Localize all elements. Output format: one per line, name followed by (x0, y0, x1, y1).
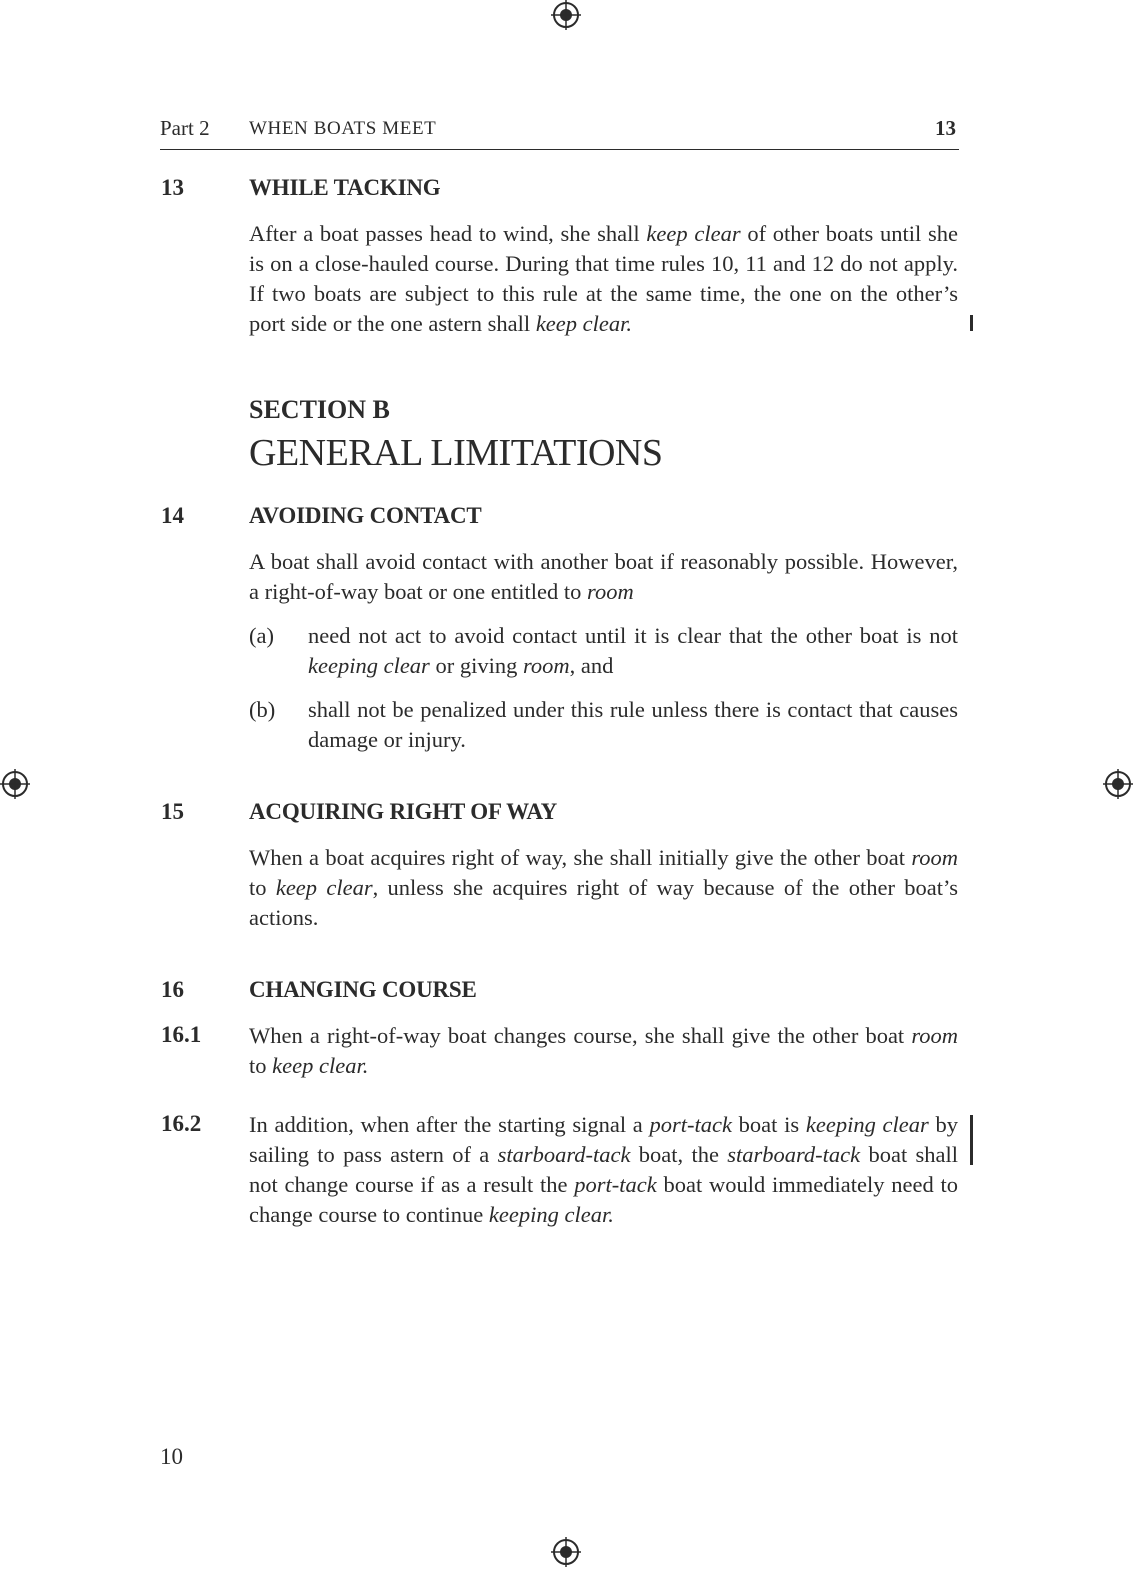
rule-13-number: 13 (161, 175, 184, 200)
rule-13-text: After a boat passes head to wind, she shall keep clear of other boats until she is on a close-hauled course. During that time rules 10, 11 and 12 do not apply. If two boats are subject to this rule at the same time, the one on the other’s port side or the one astern shall keep clear. (249, 221, 958, 336)
registration-mark-icon (0, 769, 30, 799)
rule-15-title: ACQUIRING RIGHT OF WAY (249, 799, 558, 824)
rule-16-2-text: In addition, when after the starting signal a port-tack boat is keeping clear by sailing to pass astern of a starboard-tack boat, the starboard-tack boat shall not change course if as a result the port-tack boat would immediately need to change course to continue keeping clear. (249, 1112, 959, 1227)
item-label: (b) (249, 697, 276, 722)
rule-15-number: 15 (161, 799, 184, 824)
rule-14-number: 14 (161, 503, 184, 528)
page-number: 10 (160, 1444, 183, 1469)
rule-16-2-number: 16.2 (161, 1111, 202, 1136)
registration-mark-icon (1103, 769, 1133, 799)
header-divider (160, 149, 959, 150)
header-part-title: WHEN BOATS MEET (249, 118, 437, 139)
header-rule-number: 13 (935, 116, 956, 140)
registration-mark-icon (551, 0, 581, 30)
rule-16-1-number: 16.1 (161, 1022, 202, 1047)
rule-15-text: When a boat acquires right of way, she shall initially give the other boat room to keep clear, unless she acquires right of way because of the other boat’s actions. (249, 845, 958, 930)
registration-mark-icon (551, 1537, 581, 1567)
rule-16-title: CHANGING COURSE (249, 977, 477, 1002)
rule-14-item-a: (a) need not act to avoid contact until it is clear that the other boat is not keeping clear or giving room, and (249, 623, 958, 678)
rule-14-item-b: (b) shall not be penalized under this rule unless there is contact that causes damage or injury. (249, 697, 958, 752)
section-label: SECTION B (249, 395, 390, 424)
change-bar (970, 315, 973, 331)
rule-16-number: 16 (161, 977, 184, 1002)
item-label: (a) (249, 623, 274, 648)
rule-14-title: AVOIDING CONTACT (249, 503, 482, 528)
section-title: GENERAL LIMITATIONS (249, 432, 663, 474)
rule-16-1-text: When a right-of-way boat changes course, she shall give the other boat room to keep clear. (249, 1023, 958, 1078)
header-part: Part 2 (160, 116, 210, 140)
change-bar (970, 1115, 973, 1165)
rule-13-title: WHILE TACKING (249, 175, 441, 200)
rule-14-intro: A boat shall avoid contact with another boat if reasonably possible. However, a right-of-way boat or one entitled to room (249, 549, 958, 604)
